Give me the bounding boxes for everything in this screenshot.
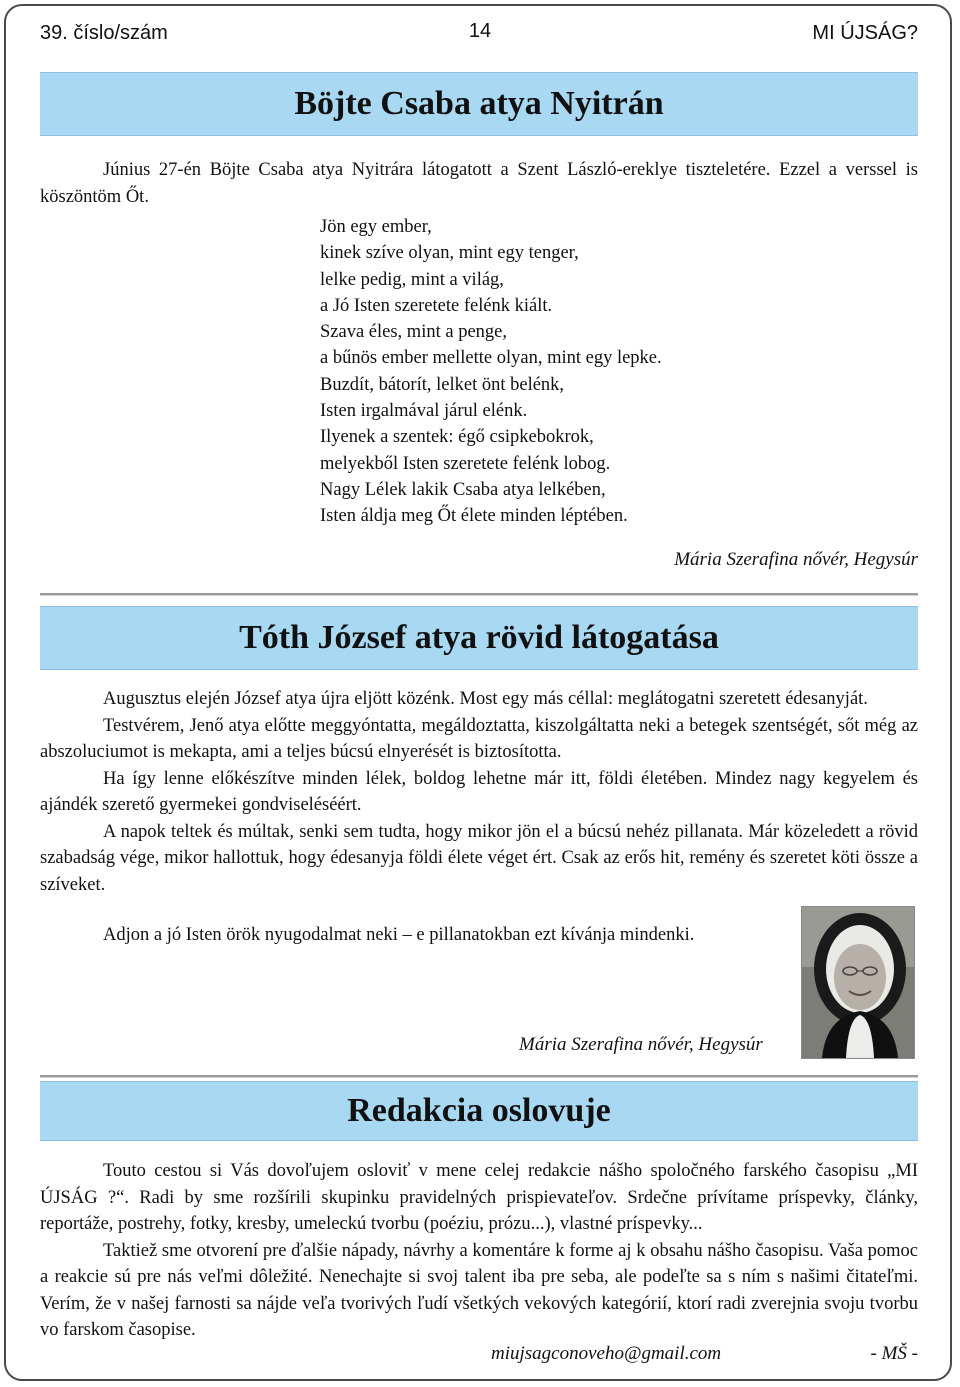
poem bbox=[320, 214, 662, 530]
article-title-toth-text: Tóth József atya rövid látogatása bbox=[239, 619, 719, 656]
redakcia-paragraph: Taktiež sme otvorení pre ďalšie nápady, návrhy a komentáre k forme aj k obsahu nášho časopisu. Vaša pomoc a reakcie sú pre nás veľmi dôležité. Nenechajte si svoj talent iba pre seba, ale podeľte sa s ním s našimi čitateľmi. Verím, že v našej farnosti sa nájde veľa tvorivých ľudí všetkých vekových kategórií, ktorí radi zverejnia svoju tvorbu vo farskom časopise. bbox=[40, 1240, 918, 1340]
poem-line: Isten irgalmával járul elénk. bbox=[320, 401, 528, 422]
article-title-bojte-text: Böjte Csaba atya Nyitrán bbox=[294, 85, 664, 122]
magazine-name: MI ÚJSÁG? bbox=[812, 22, 918, 44]
article-title-bojte bbox=[40, 72, 918, 136]
toth-signature: Mária Szerafina nővér, Hegysúr bbox=[519, 1034, 763, 1055]
poem-line: Buzdít, bátorít, lelket önt belénk, bbox=[320, 374, 565, 395]
section-divider bbox=[40, 1075, 918, 1078]
poem-line: a Jó Isten szeretete felénk kiált. bbox=[320, 295, 553, 316]
poem-line: Jön egy ember, bbox=[320, 217, 432, 237]
poem-line: Szava éles, mint a penge, bbox=[320, 322, 507, 343]
poem-line: melyekből Isten szeretete felénk lobog. bbox=[320, 453, 611, 474]
author-photo bbox=[801, 906, 915, 1059]
toth-paragraph: Testvérem, Jenő atya előtte meggyóntatta, megáldoztatta, kiszolgáltatta neki a betegek szentségét, sőt még az abszoluciumot is mekapta, ami a teljes búcsú elnyerését is biztosította. bbox=[40, 715, 918, 762]
toth-paragraph: A napok teltek és múltak, senki sem tudta, hogy mikor jön el a búcsú nehéz pillanata. Már közeledett a rövid szabadság vége, mikor hallottuk, hogy édesanyja földi élete véget ért. Csak az erős hit, remény és szeretet köti össze a szíveket. bbox=[40, 821, 918, 895]
issue-number: 39. číslo/szám bbox=[40, 22, 168, 44]
poem-line: a bűnös ember mellette olyan, mint egy lepke. bbox=[320, 348, 662, 369]
poem-line: Ilyenek a szentek: égő csipkebokrok, bbox=[320, 427, 594, 448]
toth-paragraph: Adjon a jó Isten örök nyugodalmat neki – e pillanatokban ezt kívánja mindenki. bbox=[103, 925, 695, 945]
bojte-signature: Mária Szerafina nővér, Hegysúr bbox=[674, 549, 918, 570]
redakcia-signature: - MŠ - bbox=[870, 1343, 918, 1364]
poem-line: Nagy Lélek lakik Csaba atya lelkében, bbox=[320, 479, 606, 500]
toth-body-top bbox=[40, 686, 918, 898]
redakcia-paragraph: Touto cestou si Vás dovoľujem osloviť v mene celej redakcie nášho spoločného farského časopisu „MI ÚJSÁG ?“. Radi by sme rozšírili skupinku pravidelných prispievateľov. Srdečne prívítame príspevky, články, reportáže, postrehy, fotky, kresby, umeleckú tvorbu (poéziu, prózu...), vlastné príspevky... bbox=[40, 1161, 918, 1234]
article-title-toth bbox=[40, 606, 918, 670]
toth-paragraph: Ha így lenne előkészítve minden lélek, boldog lehetne már itt, földi életében. Mindez nagy kegyelem és ajándék szerető gyermekei gondviseléséért. bbox=[40, 768, 918, 815]
email-link[interactable]: miujsagconoveho@gmail.com bbox=[491, 1343, 722, 1364]
poem-line: kinek szíve olyan, mint egy tenger, bbox=[320, 243, 579, 264]
page-number: 14 bbox=[468, 20, 492, 42]
bojte-intro bbox=[40, 157, 918, 210]
redakcia-body bbox=[40, 1158, 918, 1344]
article-title-redakcia bbox=[40, 1081, 918, 1141]
article-title-redakcia-text: Redakcia oslovuje bbox=[347, 1092, 611, 1129]
nun-portrait-image bbox=[802, 907, 914, 1058]
toth-paragraph: Augusztus elején József atya újra eljött közénk. Most egy más céllal: meglátogatni szeretett édesanyját. bbox=[103, 689, 868, 709]
toth-body-last bbox=[40, 922, 790, 949]
poem-line: Isten áldja meg Őt élete minden léptében. bbox=[320, 506, 628, 527]
section-divider bbox=[40, 593, 918, 596]
poem-line: lelke pedig, mint a világ, bbox=[320, 269, 504, 290]
bojte-intro-text: Június 27-én Böjte Csaba atya Nyitrára látogatott a Szent László-ereklye tiszteletére. Ezzel a verssel is köszöntöm Őt. bbox=[40, 160, 918, 207]
